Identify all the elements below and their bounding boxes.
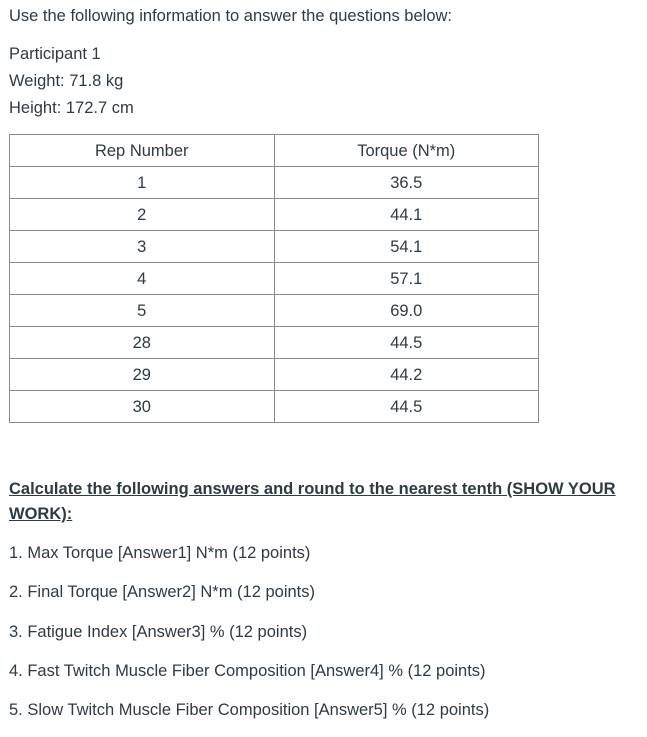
table-row bbox=[10, 359, 539, 391]
rep-number-cell: 28 bbox=[10, 327, 275, 359]
table-row bbox=[10, 167, 539, 199]
torque-cell: 57.1 bbox=[274, 263, 539, 295]
rep-number-cell: 1 bbox=[10, 167, 275, 199]
table-row bbox=[10, 391, 539, 423]
torque-cell: 44.2 bbox=[274, 359, 539, 391]
question-fast-twitch: 4. Fast Twitch Muscle Fiber Composition [Answer4] % (12 points) bbox=[9, 661, 486, 680]
torque-cell: 54.1 bbox=[274, 231, 539, 263]
rep-number-cell: 4 bbox=[10, 263, 275, 295]
question-final-torque: 2. Final Torque [Answer2] N*m (12 points) bbox=[9, 583, 315, 602]
torque-cell: 36.5 bbox=[274, 167, 539, 199]
table-header-row bbox=[10, 135, 539, 167]
table-row bbox=[10, 199, 539, 231]
question-list bbox=[9, 541, 489, 737]
participant-info bbox=[9, 43, 134, 124]
table-row bbox=[10, 327, 539, 359]
torque-table bbox=[9, 134, 539, 423]
rep-number-cell: 30 bbox=[10, 391, 275, 423]
question-fatigue-index: 3. Fatigue Index [Answer3] % (12 points) bbox=[9, 622, 308, 641]
participant-name: Participant 1 bbox=[9, 45, 101, 63]
header-rep-number: Rep Number bbox=[10, 135, 275, 167]
rep-number-cell: 5 bbox=[10, 295, 275, 327]
participant-weight: Weight: 71.8 kg bbox=[9, 72, 124, 90]
torque-cell: 44.5 bbox=[274, 327, 539, 359]
table-row bbox=[10, 295, 539, 327]
torque-cell: 44.5 bbox=[274, 391, 539, 423]
question-slow-twitch: 5. Slow Twitch Muscle Fiber Composition [Answer5] % (12 points) bbox=[9, 701, 490, 720]
table-row bbox=[10, 263, 539, 295]
torque-cell: 69.0 bbox=[274, 295, 539, 327]
participant-height: Height: 172.7 cm bbox=[9, 99, 134, 117]
question-max-torque: 1. Max Torque [Answer1] N*m (12 points) bbox=[9, 544, 311, 562]
instructions-text: Calculate the following answers and round to the nearest tenth (SHOW YOUR WORK): bbox=[9, 480, 616, 523]
rep-number-cell: 29 bbox=[10, 359, 275, 391]
intro-text: Use the following information to answer the questions below: bbox=[9, 7, 452, 25]
torque-cell: 44.1 bbox=[274, 199, 539, 231]
rep-number-cell: 3 bbox=[10, 231, 275, 263]
table-row bbox=[10, 231, 539, 263]
header-torque: Torque (N*m) bbox=[274, 135, 539, 167]
rep-number-cell: 2 bbox=[10, 199, 275, 231]
